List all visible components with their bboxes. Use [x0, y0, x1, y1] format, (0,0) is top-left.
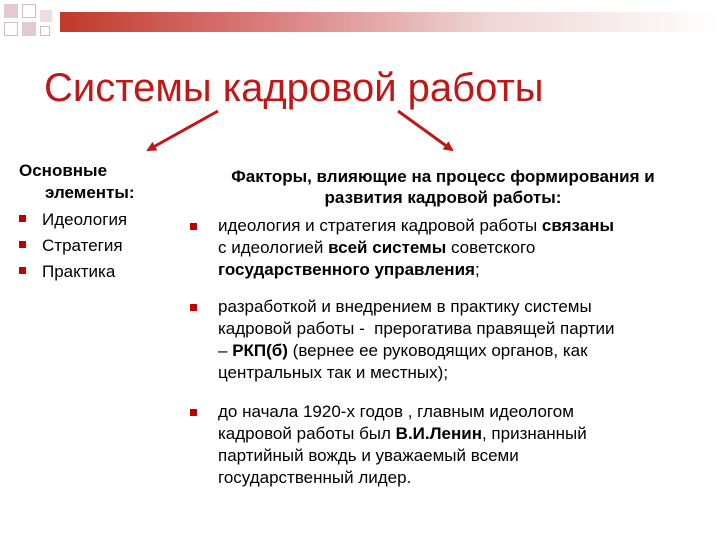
bullet-square-icon — [19, 215, 26, 222]
list-item — [190, 401, 700, 489]
left-heading-line2: элементы: — [45, 183, 135, 202]
right-heading-line2: развития кадровой работы: — [324, 188, 562, 207]
list-item — [190, 215, 700, 281]
bullet-square-icon — [19, 241, 26, 248]
text-line: государственный лидер. — [218, 468, 412, 487]
text-line: кадровой работы был В.И.Ленин, признанный — [218, 424, 587, 443]
text-line: кадровой работы - прерогатива правящей партии — [218, 319, 615, 338]
bullet-square-icon — [190, 409, 197, 416]
list-item-label: Практика — [42, 262, 116, 281]
text-line: – РКП(б) (вернее ее руководящих органов, как — [218, 341, 588, 360]
list-item-label: Идеология — [42, 210, 128, 229]
list-item-text — [218, 215, 700, 281]
text-line: с идеологией всей системы советского — [218, 238, 536, 257]
arrow-right — [398, 111, 452, 150]
bullet-square-icon — [19, 267, 26, 274]
left-heading — [19, 160, 135, 204]
text-line: идеология и стратегия кадровой работы связаны — [218, 216, 614, 235]
left-list — [19, 207, 127, 285]
list-item-text — [218, 401, 700, 489]
text-line: центральных так и местных); — [218, 363, 449, 382]
list-item-text — [218, 296, 700, 384]
list-item — [19, 207, 127, 233]
text-line: разработкой и внедрением в практику системы — [218, 297, 592, 316]
arrow-left — [148, 111, 218, 150]
list-item-label: Стратегия — [42, 236, 123, 255]
right-heading-line1: Факторы, влияющие на процесс формирования и — [231, 167, 655, 186]
right-heading — [183, 166, 703, 208]
list-item — [190, 296, 700, 384]
text-line: государственного управления; — [218, 260, 480, 279]
slide-title: Системы кадровой работы — [44, 66, 544, 110]
list-item — [19, 259, 127, 285]
bullet-square-icon — [190, 304, 197, 311]
bullet-square-icon — [190, 223, 197, 230]
list-item — [19, 233, 127, 259]
text-line: партийный вождь и уважаемый всеми — [218, 446, 519, 465]
left-heading-line1: Основные — [19, 161, 108, 180]
text-line: до начала 1920-х годов , главным идеологом — [218, 402, 574, 421]
